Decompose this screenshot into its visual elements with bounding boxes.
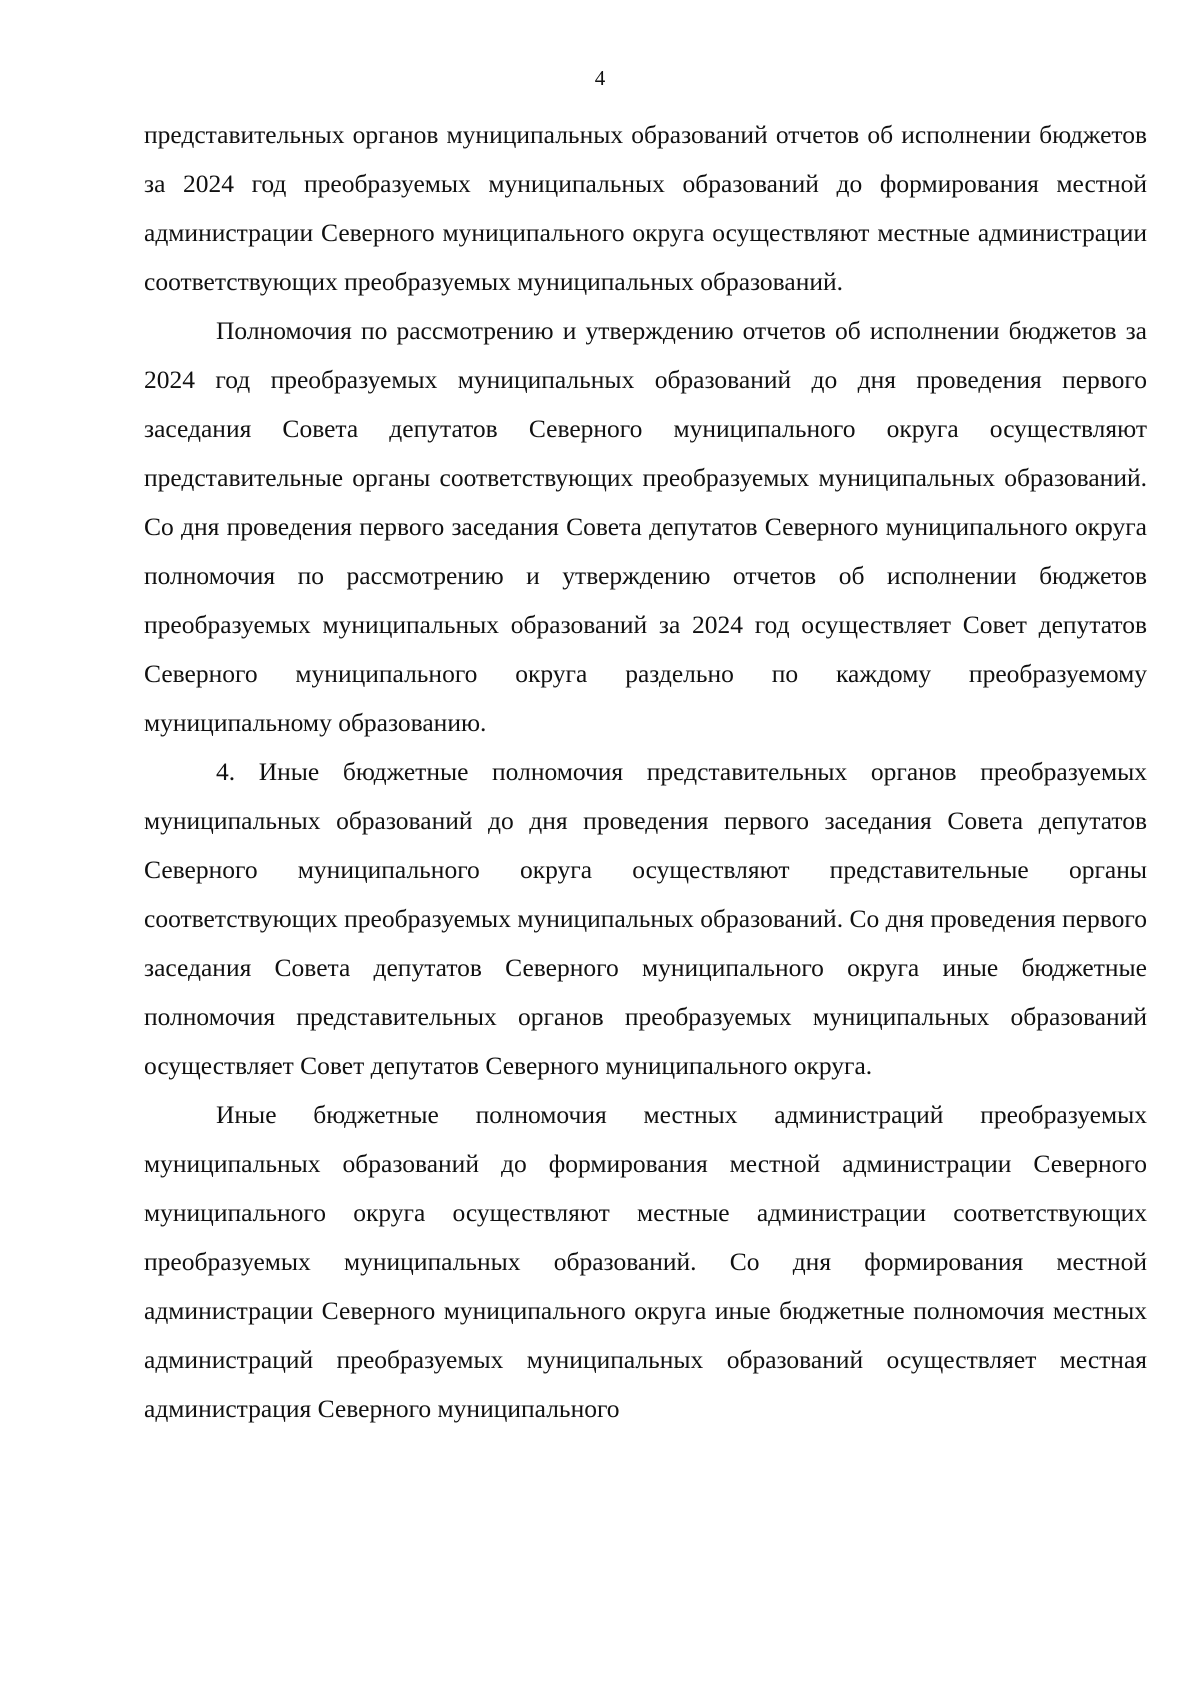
paragraph-continuation: представительных органов муниципальных образований отчетов об исполнении бюджетов за 2024 год преобразуемых муниципальных образований до формирования местной администрации Северного муниципального округа осуществляют местные администрации соответствующих преобразуемых муниципальных образований. (144, 120, 1147, 296)
paragraph-item-4: 4. Иные бюджетные полномочия представительных органов преобразуемых муниципальных образований до дня проведения первого заседания Совета депутатов Северного муниципального округа осуществляют представительные органы соответствующих преобразуемых муниципальных образований. Со дня проведения первого заседания Совета депутатов Северного муниципального округа иные бюджетные полномочия представительных органов преобразуемых муниципальных образований осуществляет Совет депутатов Северного муниципального округа. (144, 757, 1147, 1080)
document-body (144, 110, 1147, 1433)
paragraph-report-approval: Полномочия по рассмотрению и утверждению отчетов об исполнении бюджетов за 2024 год преобразуемых муниципальных образований до дня проведения первого заседания Совета депутатов Северного муниципального округа осуществляют представительные органы соответствующих преобразуемых муниципальных образований. Со дня проведения первого заседания Совета депутатов Северного муниципального округа полномочия по рассмотрению и утверждению отчетов об исполнении бюджетов преобразуемых муниципальных образований за 2024 год осуществляет Совет депутатов Северного муниципального округа раздельно по каждому преобразуемому муниципальному образованию. (144, 316, 1147, 737)
paragraph-administration-powers: Иные бюджетные полномочия местных администраций преобразуемых муниципальных образований до формирования местной администрации Северного муниципального округа осуществляют местные администрации соответствующих преобразуемых муниципальных образований. Со дня формирования местной администрации Северного муниципального округа иные бюджетные полномочия местных администраций преобразуемых муниципальных образований осуществляет местная администрация Северного муниципального (144, 1100, 1147, 1423)
page-number: 4 (594, 66, 606, 90)
